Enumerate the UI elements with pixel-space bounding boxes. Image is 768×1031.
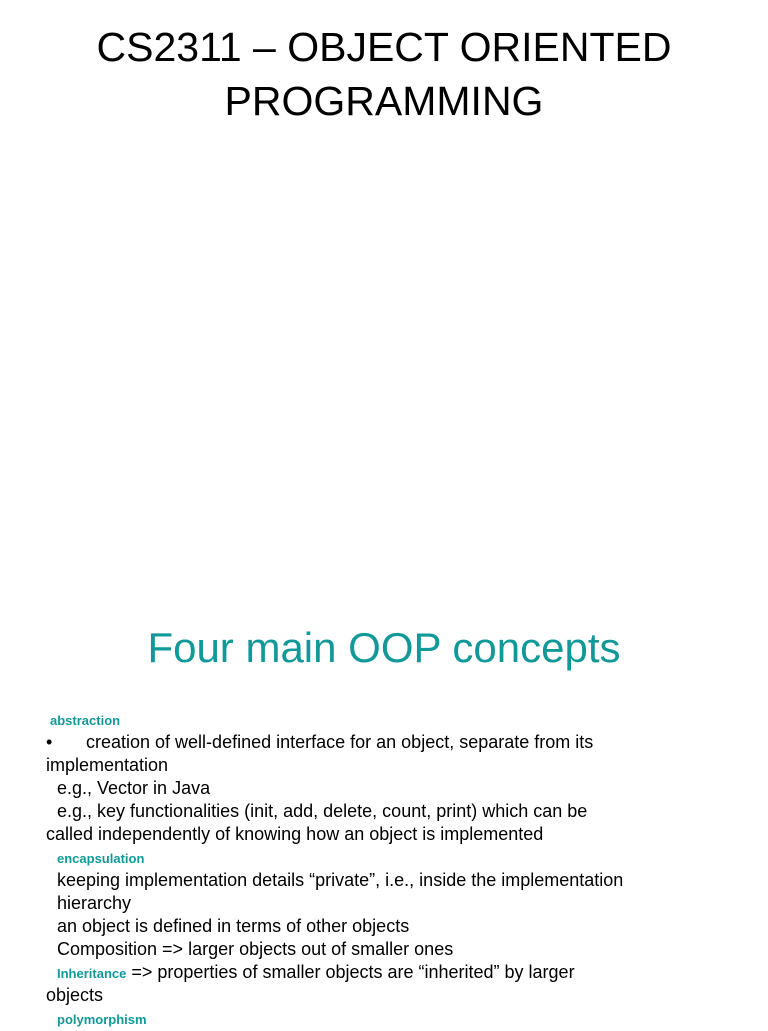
page-title [0,20,768,128]
title-line-2: PROGRAMMING [224,78,544,124]
abstraction-label: abstraction [50,713,121,728]
inheritance-label: Inheritance [57,966,127,981]
encapsulation-line-3: an object is defined in terms of other objects [57,916,410,936]
title-line-1: CS2311 – OBJECT ORIENTED [96,24,672,70]
encapsulation-label: encapsulation [57,851,145,866]
abstraction-label-row [50,708,710,732]
polymorphism-label-row [57,1007,717,1031]
polymorphism-label: polymorphism [57,1012,147,1027]
encapsulation-line-1: keeping implementation details “private”, i.e., inside the implementation [57,870,624,890]
abstraction-line-1 [46,731,706,754]
abstraction-line-2: implementation [46,755,169,775]
encapsulation-label-row [57,846,717,870]
abstraction-line-4: e.g., key functionalities (init, add, delete, count, print) which can be [57,801,588,821]
encapsulation-line-4: Composition => larger objects out of smaller ones [57,939,454,959]
section-heading: Four main OOP concepts [147,624,621,671]
inheritance-text-1: => properties of smaller objects are “inherited” by larger [126,962,575,982]
abstraction-text-1: creation of well-defined interface for an object, separate from its [86,732,594,752]
bullet-icon: • [46,732,53,752]
inheritance-line-1 [57,961,717,985]
encapsulation-line-2: hierarchy [57,893,132,913]
abstraction-line-3: e.g., Vector in Java [57,778,211,798]
inheritance-line-2: objects [46,985,104,1005]
abstraction-line-5: called independently of knowing how an object is implemented [46,824,544,844]
